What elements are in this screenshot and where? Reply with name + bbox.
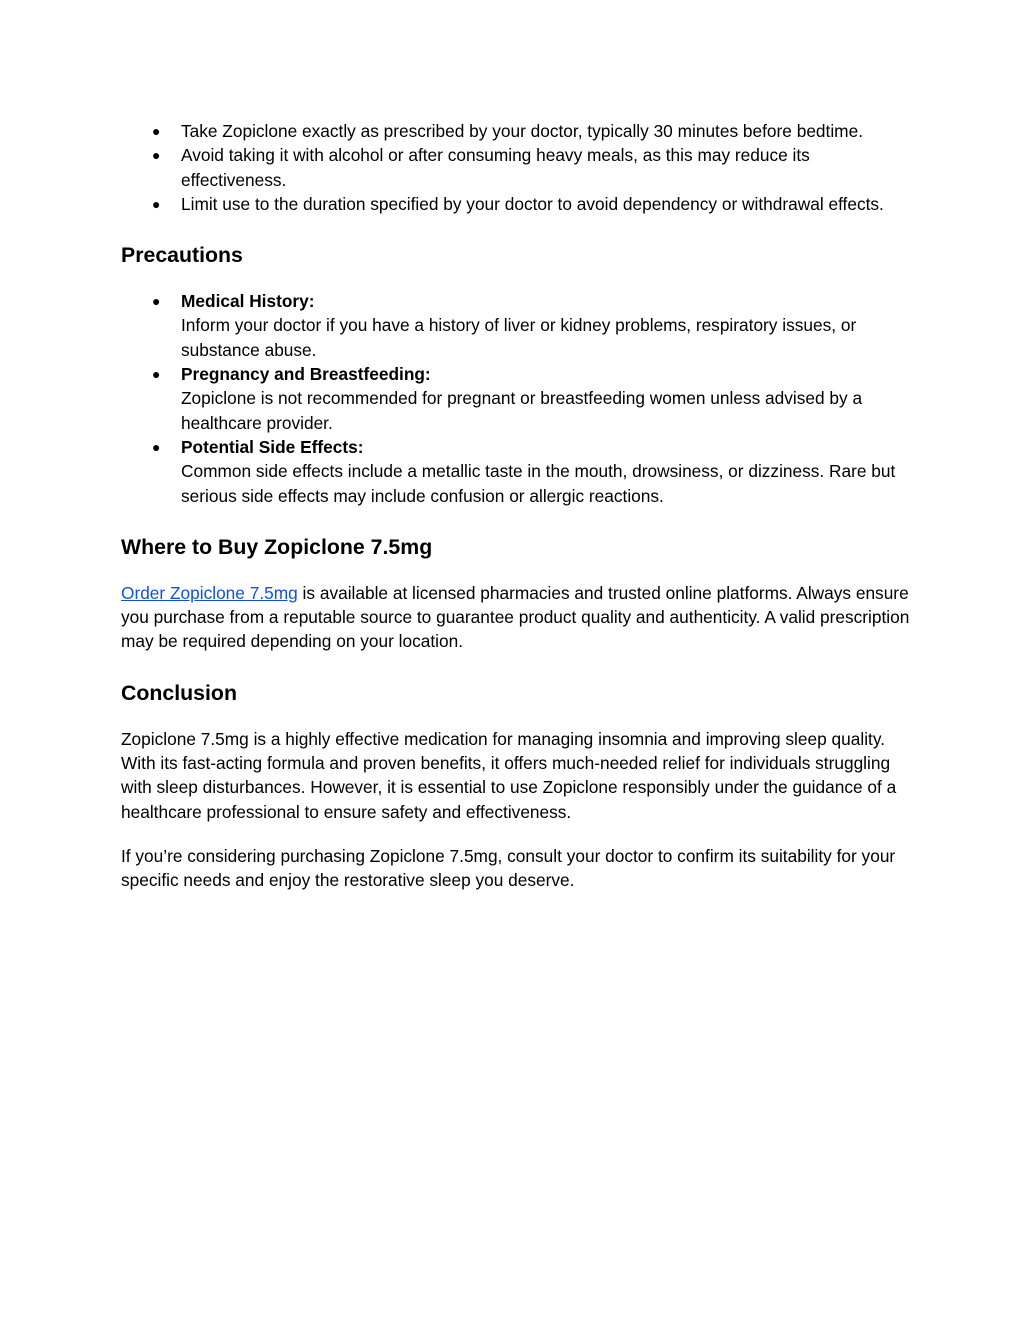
order-zopiclone-link[interactable]: Order Zopiclone 7.5mg: [121, 582, 298, 603]
list-item: [121, 119, 911, 143]
bullet-icon: ●: [152, 366, 161, 383]
conclusion-paragraph: Zopiclone 7.5mg is a highly effective medication for managing insomnia and improving sleep quality. With its fast-acting formula and proven benefits, it offers much-needed relief for individuals struggling with sleep disturbances. However, it is essential to use Zopiclone responsibly under the guidance of a healthcare professional to ensure safety and effectiveness.: [121, 728, 897, 822]
document-content: [121, 119, 911, 893]
list-item: [121, 435, 911, 508]
list-item-text: Avoid taking it with alcohol or after consuming heavy meals, as this may reduce its effectiveness.: [181, 145, 810, 190]
where-to-buy-text: is available at licensed pharmacies and trusted online platforms. Always ensure you purchase from a reputable source to guarantee product quality and authenticity. A valid prescription may be required depending on your location.: [121, 582, 910, 652]
precautions-heading: Precautions: [121, 243, 243, 268]
bullet-icon: ●: [152, 293, 161, 310]
usage-instructions-list: [121, 119, 911, 216]
list-item: [121, 289, 911, 362]
list-item-text: Limit use to the duration specified by your doctor to avoid dependency or withdrawal effects.: [181, 193, 884, 214]
list-item: [121, 362, 911, 435]
list-item-text: Inform your doctor if you have a history of liver or kidney problems, respiratory issues, or substance abuse.: [181, 315, 857, 360]
bullet-icon: ●: [152, 438, 161, 455]
list-item-title: Potential Side Effects:: [181, 436, 364, 457]
precautions-list: [121, 289, 911, 508]
conclusion-paragraph: If you’re considering purchasing Zopiclone 7.5mg, consult your doctor to confirm its suitability for your specific needs and enjoy the restorative sleep you deserve.: [121, 845, 896, 891]
bullet-icon: ●: [152, 123, 161, 139]
conclusion-heading: Conclusion: [121, 680, 237, 705]
list-item-text: Common side effects include a metallic taste in the mouth, drowsiness, or dizziness. Rare but serious side effects may include confusion or allergic reactions.: [181, 461, 896, 506]
bullet-icon: ●: [152, 195, 161, 212]
list-item: [121, 143, 911, 192]
list-item-text: Take Zopiclone exactly as prescribed by your doctor, typically 30 minutes before bedtime.: [181, 121, 863, 141]
list-item-title: Pregnancy and Breastfeeding:: [181, 364, 431, 385]
where-to-buy-heading: Where to Buy Zopiclone 7.5mg: [121, 534, 433, 559]
where-to-buy-paragraph: [121, 581, 911, 654]
bullet-icon: ●: [152, 147, 161, 164]
list-item: [121, 192, 911, 216]
list-item-text: Zopiclone is not recommended for pregnant or breastfeeding women unless advised by a healthcare provider.: [181, 388, 863, 433]
list-item-title: Medical History:: [181, 291, 315, 312]
